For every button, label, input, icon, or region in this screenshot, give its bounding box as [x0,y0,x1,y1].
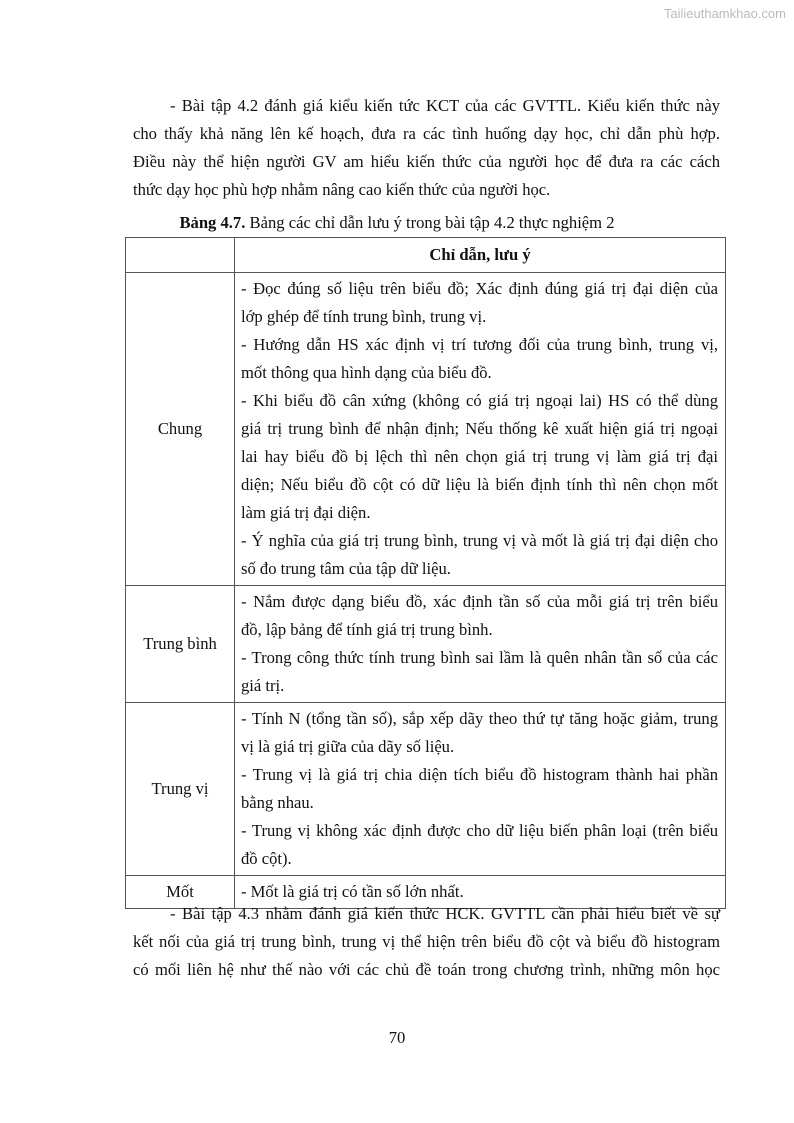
watermark: Tailieuthamkhao.com [663,6,786,21]
text-line: - Trung vị là giá trị chia diện tích biểu đồ histogram thành hai phần [241,765,718,784]
row-key: Chung [126,273,235,586]
text-line: đồ cột). [241,849,292,868]
text-line: giá trị trung bình để nhận định; Nếu thống kê xuất hiện giá trị ngoại [241,419,718,438]
text-line: - Trong công thức tính trung bình sai lầm là quên nhân tần số của các [241,648,718,667]
text-line: đồ, lập bảng để tính giá trị trung bình. [241,620,493,639]
intro-paragraph [133,92,720,204]
row-content [235,586,726,703]
text-line: thức dạy học phù hợp nhằm nâng cao kiến thức của người học. [133,180,551,199]
text-line: - Bài tập 4.2 đánh giá kiểu kiến tức KCT của các GVTTL. Kiểu kiến thức này [170,96,720,115]
text-line: số đo trung tâm của tập dữ liệu. [241,559,451,578]
header-guidance: Chỉ dẫn, lưu ý [235,238,726,273]
text-line: - Đọc đúng số liệu trên biểu đồ; Xác định đúng giá trị đại diện của [241,279,718,298]
table-caption [0,211,794,235]
page-number: 70 [388,1028,406,1047]
table-row [126,703,726,876]
table-header-row [126,238,726,273]
row-key: Mốt [126,876,235,909]
text-line: cho thấy khả năng lên kế hoạch, đưa ra các tình huống dạy học, chỉ dẫn phù hợp. [133,124,720,143]
text-line: - Hướng dẫn HS xác định vị trí tương đối của trung bình, trung vị, [241,335,718,354]
table-row [126,586,726,703]
text-line: - Trung vị không xác định được cho dữ liệu biến phân loại (trên biểu [241,821,718,840]
text-line: có mối liên hệ như thế nào với các chủ đề toán trong chương trình, những môn học [133,960,720,979]
text-line: mốt thông qua hình dạng của biểu đồ. [241,363,492,382]
caption-text: Bảng các chỉ dẫn lưu ý trong bài tập 4.2 thực nghiệm 2 [245,213,615,232]
outro-paragraph [133,900,720,984]
table-row [126,273,726,586]
row-content [235,703,726,876]
text-line: lai hay biểu đồ bị lệch thì nên chọn giá trị trung vị làm giá trị đại [241,447,718,466]
text-line: Điều này thể hiện người GV am hiểu kiến thức của người học để đưa ra các cách [133,152,720,171]
text-line: - Khi biểu đồ cân xứng (không có giá trị ngoại lai) HS có thể dùng [241,391,718,410]
text-line: lớp ghép để tính trung bình, trung vị. [241,307,487,326]
text-line: - Ý nghĩa của giá trị trung bình, trung vị và mốt là giá trị đại diện cho [241,531,718,550]
caption-label: Bảng 4.7. [179,213,246,232]
text-line: kết nối của giá trị trung bình, trung vị thể hiện trên biểu đồ cột và biểu đồ histogram [133,932,720,951]
text-line: - Mốt là giá trị có tần số lớn nhất. [241,882,464,901]
text-line: vị là giá trị giữa của dãy số liệu. [241,737,455,756]
text-line: - Bài tập 4.3 nhằm đánh giá kiến thức HCK. GVTTL cần phải hiểu biết về sự [170,904,720,923]
row-content [235,273,726,586]
text-line: giá trị. [241,676,285,695]
text-line: - Tính N (tổng tần số), sắp xếp dãy theo thứ tự tăng hoặc giảm, trung [241,709,718,728]
guidance-table [125,237,726,909]
row-key: Trung vị [126,703,235,876]
row-key: Trung bình [126,586,235,703]
text-line: diện; Nếu biểu đồ cột có dữ liệu là biến định tính thì nên chọn mốt [241,475,718,494]
header-empty [126,238,235,273]
text-line: - Nắm được dạng biểu đồ, xác định tần số của mỗi giá trị trên biểu [241,592,718,611]
text-line: làm giá trị đại diện. [241,503,371,522]
text-line: bằng nhau. [241,793,314,812]
